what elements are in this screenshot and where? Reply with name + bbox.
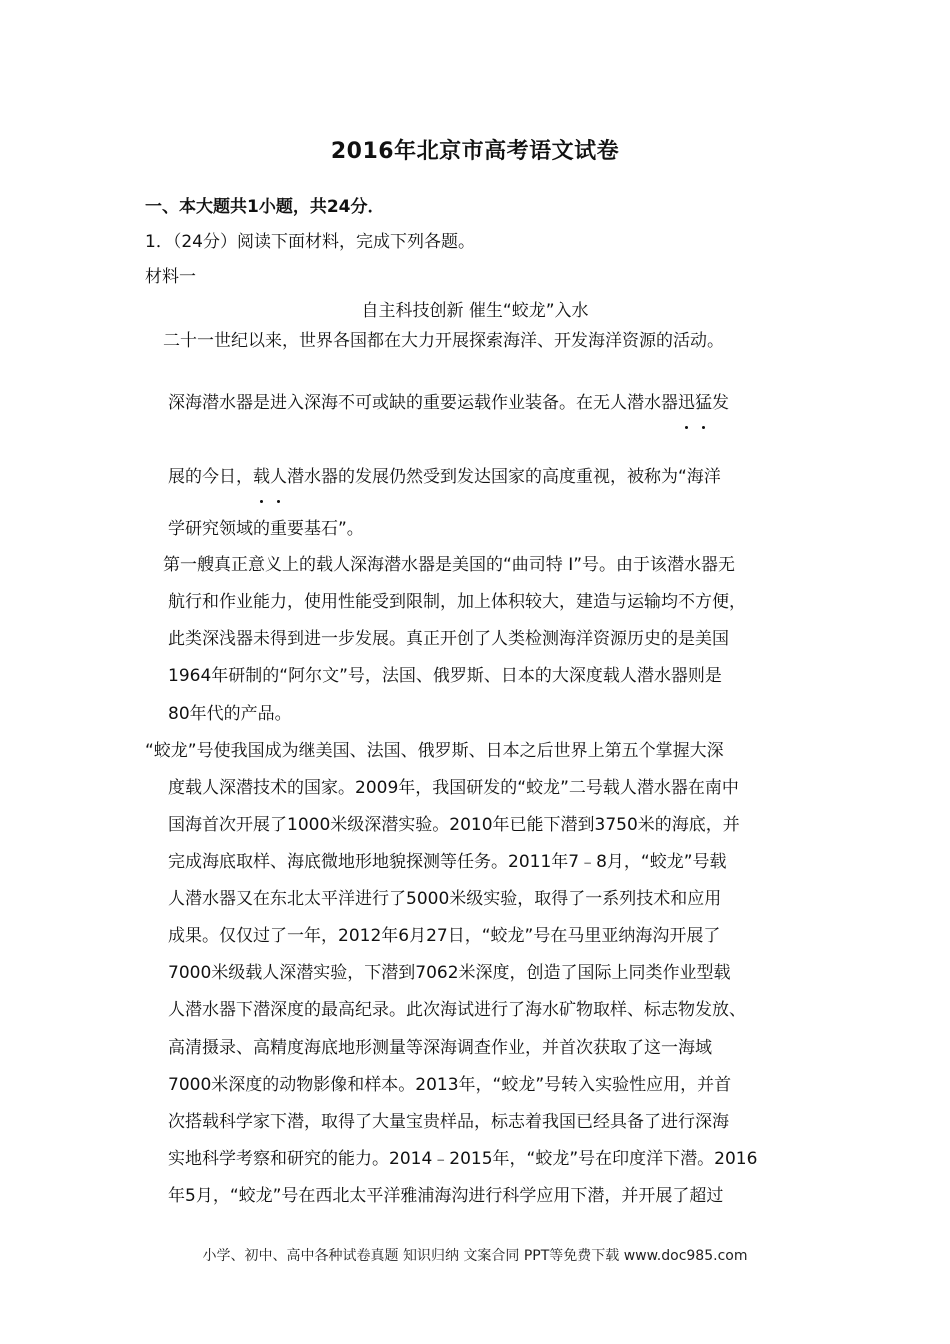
emphasis-char: 猛	[695, 385, 712, 422]
para3-line: 80年代的产品。	[168, 704, 292, 724]
para3-line: 1964年研制的“阿尔文”号，法国、俄罗斯、日本的大深度载人潜水器则是	[168, 666, 722, 686]
para2-line1-tail: 发	[712, 393, 729, 413]
document-title: 2016年北京市高考语文试卷	[330, 139, 620, 164]
material-label: 材料一	[145, 267, 196, 287]
section-heading: 一、本大题共1小题，共24分．	[145, 197, 385, 217]
para3-line: 航行和作业能力，使用性能受到限制，加上体积较大，建造与运输均不方便，	[168, 592, 746, 612]
footer-watermark: 小学、初中、高中各种试卷真题 知识归纳 文案合同 PPT等免费下载 www.doc985.com	[202, 1248, 748, 1264]
para4-line: 成果。仅仅过了一年，2012年6月27日，“蛟龙”号在马里亚纳海沟开展了	[168, 926, 721, 946]
emphasis-char: 迅	[678, 385, 695, 422]
para4-line: “蛟龙”号使我国成为继美国、法国、俄罗斯、日本之后世界上第五个掌握大深	[145, 741, 724, 761]
para2-line2-text: 潜水器的发展仍然受到发达国家的高度重视，被称为“海洋	[287, 467, 721, 487]
para4-line: 度载人深潜技术的国家。2009年，我国研发的“蛟龙”二号载人潜水器在南中	[168, 778, 739, 798]
para2-line1	[168, 385, 729, 422]
emphasis-char: 载	[253, 459, 270, 496]
para4-line: 年5月，“蛟龙”号在西北太平洋雅浦海沟进行科学应用下潜，并开展了超过	[168, 1186, 724, 1206]
emphasis-char: 人	[270, 459, 287, 496]
article-title: 自主科技创新 催生“蛟龙”入水	[361, 301, 589, 321]
intro-paragraph: 二十一世纪以来，世界各国都在大力开展探索海洋、开发海洋资源的活动。	[163, 331, 724, 351]
para2-line2	[168, 459, 721, 496]
para4-line: 人潜水器下潜深度的最高纪录。此次海试进行了海水矿物取样、标志物发放、	[168, 1000, 746, 1020]
para2-line1-text: 深海潜水器是进入深海不可或缺的重要运载作业装备。在无人潜水器	[168, 393, 678, 413]
para4-line: 7000米级载人深潜实验，下潜到7062米深度，创造了国际上同类作业型载	[168, 963, 731, 983]
para2-line3: 学研究领域的重要基石”。	[168, 519, 364, 539]
para4-line: 人潜水器又在东北太平洋进行了5000米级实验，取得了一系列技术和应用	[168, 889, 722, 909]
para2-line2-head: 展的今日，	[168, 467, 253, 487]
para4-line: 实地科学考察和研究的能力。2014﹣2015年，“蛟龙”号在印度洋下潜。2016	[168, 1149, 758, 1169]
question-line: 1．（24分）阅读下面材料，完成下列各题。	[145, 232, 475, 252]
para3-line: 此类深浅器未得到进一步发展。真正开创了人类检测海洋资源历史的是美国	[168, 629, 729, 649]
para4-line: 次搭载科学家下潜，取得了大量宝贵样品，标志着我国已经具备了进行深海	[168, 1112, 729, 1132]
para4-line: 高清摄录、高精度海底地形测量等深海调查作业，并首次获取了这一海域	[168, 1038, 712, 1058]
para4-line: 完成海底取样、海底微地形地貌探测等任务。2011年7﹣8月，“蛟龙”号载	[168, 852, 727, 872]
para3-line: 第一艘真正意义上的载人深海潜水器是美国的“曲司特 I”号。由于该潜水器无	[163, 555, 736, 575]
para4-line: 7000米深度的动物影像和样本。2013年，“蛟龙”号转入实验性应用，并首	[168, 1075, 732, 1095]
para4-line: 国海首次开展了1000米级深潜实验。2010年已能下潜到3750米的海底，并	[168, 815, 740, 835]
